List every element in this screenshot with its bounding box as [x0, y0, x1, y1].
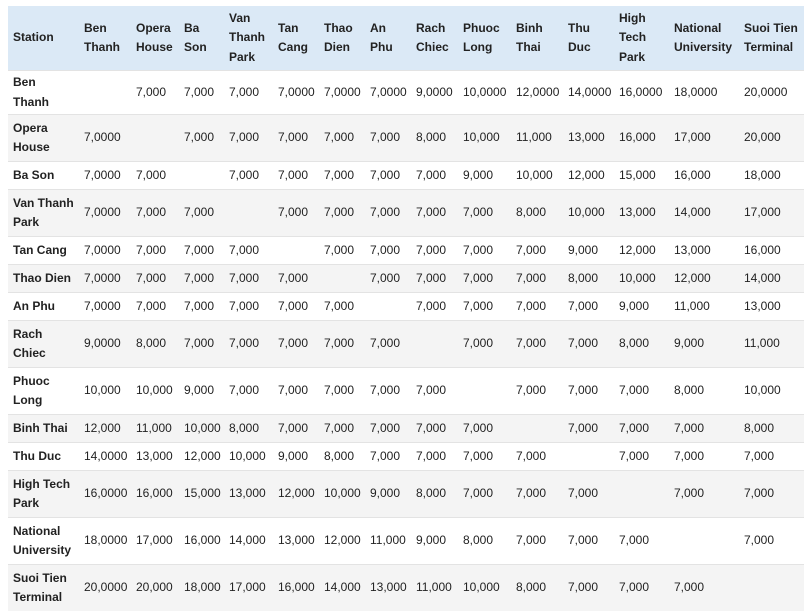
row-station: High Tech Park	[8, 471, 79, 518]
fare-cell: 7,000	[563, 415, 614, 443]
column-header: An Phu	[365, 6, 411, 71]
row-station: Binh Thai	[8, 415, 79, 443]
fare-cell: 7,000	[365, 190, 411, 237]
fare-cell	[669, 518, 739, 565]
row-station: Thu Duc	[8, 443, 79, 471]
row-station: Tan Cang	[8, 237, 79, 265]
fare-cell: 7,0000	[319, 71, 365, 115]
fare-cell: 7,000	[411, 190, 458, 237]
fare-cell: 14,0000	[79, 443, 131, 471]
fare-cell: 7,000	[563, 518, 614, 565]
fare-cell: 8,000	[669, 368, 739, 415]
fare-cell: 7,000	[511, 368, 563, 415]
fare-cell: 12,000	[614, 237, 669, 265]
fare-cell: 8,000	[458, 518, 511, 565]
fare-cell: 9,000	[411, 518, 458, 565]
column-header: Thu Duc	[563, 6, 614, 71]
fare-cell: 7,000	[131, 265, 179, 293]
fare-cell: 7,000	[179, 190, 224, 237]
fare-cell: 10,000	[79, 368, 131, 415]
fare-cell: 7,000	[179, 237, 224, 265]
row-station: Ba Son	[8, 162, 79, 190]
table-row	[8, 471, 804, 518]
table-row	[8, 415, 804, 443]
fare-cell: 7,000	[614, 443, 669, 471]
fare-cell: 9,000	[614, 293, 669, 321]
row-station: Suoi Tien Terminal	[8, 565, 79, 611]
fare-cell: 18,000	[739, 162, 804, 190]
fare-cell: 13,000	[739, 293, 804, 321]
fare-cell: 7,000	[179, 293, 224, 321]
fare-cell: 20,0000	[79, 565, 131, 611]
fare-cell: 10,000	[563, 190, 614, 237]
fare-cell: 7,000	[411, 368, 458, 415]
fare-cell: 7,000	[319, 237, 365, 265]
fare-cell: 8,000	[411, 115, 458, 162]
fare-cell: 11,000	[511, 115, 563, 162]
fare-cell: 7,000	[273, 415, 319, 443]
fare-cell: 7,000	[319, 368, 365, 415]
header-row	[8, 6, 804, 71]
fare-cell: 7,000	[411, 237, 458, 265]
fare-cell: 7,000	[273, 190, 319, 237]
fare-cell: 7,000	[131, 237, 179, 265]
fare-cell: 14,000	[739, 265, 804, 293]
fare-cell: 7,000	[224, 321, 273, 368]
fare-cell: 7,000	[365, 443, 411, 471]
fare-cell: 11,000	[365, 518, 411, 565]
fare-cell: 7,000	[511, 265, 563, 293]
fare-cell: 12,000	[669, 265, 739, 293]
fare-cell	[319, 265, 365, 293]
fare-cell: 7,000	[365, 162, 411, 190]
fare-cell: 14,000	[224, 518, 273, 565]
column-header: Suoi Tien Terminal	[739, 6, 804, 71]
fare-cell: 7,0000	[365, 71, 411, 115]
column-header: Rach Chiec	[411, 6, 458, 71]
fare-cell: 7,000	[411, 293, 458, 321]
fare-cell: 12,000	[319, 518, 365, 565]
fare-cell: 10,000	[614, 265, 669, 293]
fare-cell: 7,000	[458, 190, 511, 237]
fare-cell: 12,000	[179, 443, 224, 471]
fare-cell: 9,000	[669, 321, 739, 368]
fare-cell: 7,0000	[79, 293, 131, 321]
column-header: Ba Son	[179, 6, 224, 71]
fare-cell: 12,0000	[511, 71, 563, 115]
fare-cell: 10,000	[179, 415, 224, 443]
fare-cell: 7,000	[669, 415, 739, 443]
fare-cell: 7,000	[511, 471, 563, 518]
table-row	[8, 115, 804, 162]
fare-cell: 13,000	[365, 565, 411, 611]
fare-cell: 10,000	[319, 471, 365, 518]
fare-cell	[273, 237, 319, 265]
fare-cell: 7,000	[669, 565, 739, 611]
fare-cell: 10,000	[131, 368, 179, 415]
fare-cell: 7,000	[365, 115, 411, 162]
fare-cell: 7,000	[411, 265, 458, 293]
fare-cell: 7,000	[273, 321, 319, 368]
fare-cell: 9,000	[273, 443, 319, 471]
fare-cell: 7,000	[614, 415, 669, 443]
fare-cell: 7,000	[319, 115, 365, 162]
table-row	[8, 71, 804, 115]
fare-cell	[224, 190, 273, 237]
fare-cell: 10,000	[224, 443, 273, 471]
fare-cell: 7,000	[131, 162, 179, 190]
fare-cell: 7,000	[458, 415, 511, 443]
fare-cell: 10,000	[511, 162, 563, 190]
fare-cell: 14,000	[319, 565, 365, 611]
table-row	[8, 293, 804, 321]
fare-cell	[411, 321, 458, 368]
corner-header: Station	[8, 6, 79, 71]
fare-cell: 16,000	[179, 518, 224, 565]
fare-cell: 7,000	[179, 71, 224, 115]
table-row	[8, 565, 804, 611]
fare-cell: 12,000	[79, 415, 131, 443]
fare-cell: 7,0000	[79, 162, 131, 190]
fare-cell: 7,000	[131, 190, 179, 237]
fare-cell: 18,0000	[669, 71, 739, 115]
fare-cell: 7,000	[273, 115, 319, 162]
fare-cell: 13,000	[131, 443, 179, 471]
fare-cell: 7,000	[511, 293, 563, 321]
fare-cell: 7,000	[365, 237, 411, 265]
fare-cell: 16,000	[669, 162, 739, 190]
fare-cell: 7,000	[669, 471, 739, 518]
fare-cell: 7,0000	[273, 71, 319, 115]
row-station: Opera House	[8, 115, 79, 162]
fare-cell: 9,000	[563, 237, 614, 265]
fare-cell: 7,0000	[79, 237, 131, 265]
row-station: Phuoc Long	[8, 368, 79, 415]
fare-cell: 7,000	[739, 518, 804, 565]
fare-cell: 7,000	[224, 293, 273, 321]
fare-cell: 7,000	[511, 443, 563, 471]
fare-cell: 7,000	[273, 265, 319, 293]
fare-cell	[179, 162, 224, 190]
fare-cell: 18,000	[179, 565, 224, 611]
column-header: Binh Thai	[511, 6, 563, 71]
fare-cell: 8,000	[319, 443, 365, 471]
fare-cell: 7,000	[365, 265, 411, 293]
fare-cell: 12,000	[273, 471, 319, 518]
fare-cell	[563, 443, 614, 471]
fare-cell: 13,000	[669, 237, 739, 265]
row-station: An Phu	[8, 293, 79, 321]
fare-cell: 9,0000	[411, 71, 458, 115]
fare-cell: 9,000	[458, 162, 511, 190]
fare-cell: 7,000	[411, 443, 458, 471]
fare-cell: 7,000	[365, 321, 411, 368]
fare-cell: 7,000	[131, 71, 179, 115]
fare-cell: 7,000	[669, 443, 739, 471]
fare-cell: 7,000	[614, 565, 669, 611]
fare-cell: 7,000	[739, 443, 804, 471]
fare-cell: 17,000	[739, 190, 804, 237]
fare-cell: 7,000	[224, 265, 273, 293]
table-row	[8, 518, 804, 565]
fare-cell: 16,0000	[79, 471, 131, 518]
fare-cell: 9,000	[179, 368, 224, 415]
fare-cell: 9,000	[365, 471, 411, 518]
fare-cell: 7,000	[224, 237, 273, 265]
fare-cell: 7,000	[319, 415, 365, 443]
table-row	[8, 237, 804, 265]
fare-cell: 7,000	[179, 115, 224, 162]
fare-cell: 7,000	[563, 321, 614, 368]
fare-cell: 7,000	[511, 518, 563, 565]
row-station: Van Thanh Park	[8, 190, 79, 237]
fare-cell: 7,000	[511, 321, 563, 368]
fare-cell: 7,000	[319, 162, 365, 190]
fare-cell: 7,000	[224, 162, 273, 190]
column-header: High Tech Park	[614, 6, 669, 71]
fare-cell: 8,000	[563, 265, 614, 293]
fare-cell: 18,0000	[79, 518, 131, 565]
fare-cell: 7,0000	[79, 265, 131, 293]
row-station: Ben Thanh	[8, 71, 79, 115]
fare-cell	[79, 71, 131, 115]
table-row	[8, 443, 804, 471]
fare-cell: 7,000	[365, 415, 411, 443]
table-row	[8, 190, 804, 237]
column-header: National University	[669, 6, 739, 71]
fare-cell: 7,000	[365, 368, 411, 415]
fare-cell	[614, 471, 669, 518]
fare-cell: 7,000	[224, 115, 273, 162]
fare-cell: 7,000	[411, 162, 458, 190]
fare-cell: 7,000	[563, 471, 614, 518]
fare-cell: 11,000	[669, 293, 739, 321]
fare-cell: 7,0000	[79, 115, 131, 162]
fare-cell	[511, 415, 563, 443]
fare-cell	[739, 565, 804, 611]
fare-cell: 10,000	[458, 565, 511, 611]
fare-cell: 17,000	[669, 115, 739, 162]
fare-cell: 7,000	[563, 293, 614, 321]
fare-cell: 7,000	[614, 518, 669, 565]
fare-cell: 7,000	[458, 443, 511, 471]
fare-cell: 8,000	[739, 415, 804, 443]
fare-cell: 11,000	[739, 321, 804, 368]
column-header: Van Thanh Park	[224, 6, 273, 71]
fare-cell: 8,000	[614, 321, 669, 368]
fare-cell	[131, 115, 179, 162]
fare-cell: 20,000	[131, 565, 179, 611]
fare-table-container	[8, 0, 812, 611]
fare-cell: 7,000	[273, 368, 319, 415]
fare-cell: 7,000	[739, 471, 804, 518]
fare-cell: 7,000	[458, 237, 511, 265]
fare-cell: 7,000	[511, 237, 563, 265]
fare-cell: 12,000	[563, 162, 614, 190]
fare-cell: 17,000	[131, 518, 179, 565]
fare-cell	[458, 368, 511, 415]
column-header: Tan Cang	[273, 6, 319, 71]
fare-cell: 10,0000	[458, 71, 511, 115]
fare-cell: 11,000	[411, 565, 458, 611]
fare-cell: 7,000	[411, 415, 458, 443]
fare-cell: 7,000	[319, 293, 365, 321]
fare-cell: 16,000	[273, 565, 319, 611]
row-station: National University	[8, 518, 79, 565]
fare-cell: 17,000	[224, 565, 273, 611]
table-row	[8, 368, 804, 415]
column-header: Opera House	[131, 6, 179, 71]
fare-cell: 20,0000	[739, 71, 804, 115]
column-header: Phuoc Long	[458, 6, 511, 71]
fare-cell: 15,000	[614, 162, 669, 190]
fare-cell: 16,000	[131, 471, 179, 518]
fare-cell: 8,000	[511, 190, 563, 237]
fare-cell: 16,000	[739, 237, 804, 265]
fare-cell: 7,000	[224, 71, 273, 115]
fare-table	[8, 6, 804, 611]
fare-cell: 7,000	[614, 368, 669, 415]
fare-cell: 13,000	[224, 471, 273, 518]
row-station: Thao Dien	[8, 265, 79, 293]
fare-cell: 7,000	[319, 321, 365, 368]
fare-cell: 7,000	[458, 293, 511, 321]
fare-cell: 7,000	[563, 565, 614, 611]
fare-cell: 7,000	[179, 321, 224, 368]
table-row	[8, 265, 804, 293]
fare-cell: 7,0000	[79, 190, 131, 237]
table-row	[8, 321, 804, 368]
fare-cell: 10,000	[739, 368, 804, 415]
fare-cell: 8,000	[511, 565, 563, 611]
fare-cell: 7,000	[179, 265, 224, 293]
column-header: Ben Thanh	[79, 6, 131, 71]
fare-cell: 16,0000	[614, 71, 669, 115]
fare-cell: 14,000	[669, 190, 739, 237]
fare-cell: 13,000	[273, 518, 319, 565]
fare-cell: 9,0000	[79, 321, 131, 368]
fare-cell: 7,000	[458, 471, 511, 518]
fare-cell: 15,000	[179, 471, 224, 518]
row-station: Rach Chiec	[8, 321, 79, 368]
column-header: Thao Dien	[319, 6, 365, 71]
fare-cell: 13,000	[563, 115, 614, 162]
fare-cell: 10,000	[458, 115, 511, 162]
fare-cell: 16,000	[614, 115, 669, 162]
fare-cell	[365, 293, 411, 321]
fare-cell: 14,0000	[563, 71, 614, 115]
fare-cell: 7,000	[224, 368, 273, 415]
fare-cell: 7,000	[273, 162, 319, 190]
fare-cell: 7,000	[563, 368, 614, 415]
fare-cell: 8,000	[224, 415, 273, 443]
fare-cell: 8,000	[411, 471, 458, 518]
table-row	[8, 162, 804, 190]
fare-cell: 13,000	[614, 190, 669, 237]
fare-cell: 11,000	[131, 415, 179, 443]
fare-cell: 7,000	[458, 265, 511, 293]
fare-cell: 7,000	[131, 293, 179, 321]
fare-cell: 20,000	[739, 115, 804, 162]
fare-cell: 8,000	[131, 321, 179, 368]
fare-cell: 7,000	[458, 321, 511, 368]
fare-cell: 7,000	[273, 293, 319, 321]
fare-cell: 7,000	[319, 190, 365, 237]
